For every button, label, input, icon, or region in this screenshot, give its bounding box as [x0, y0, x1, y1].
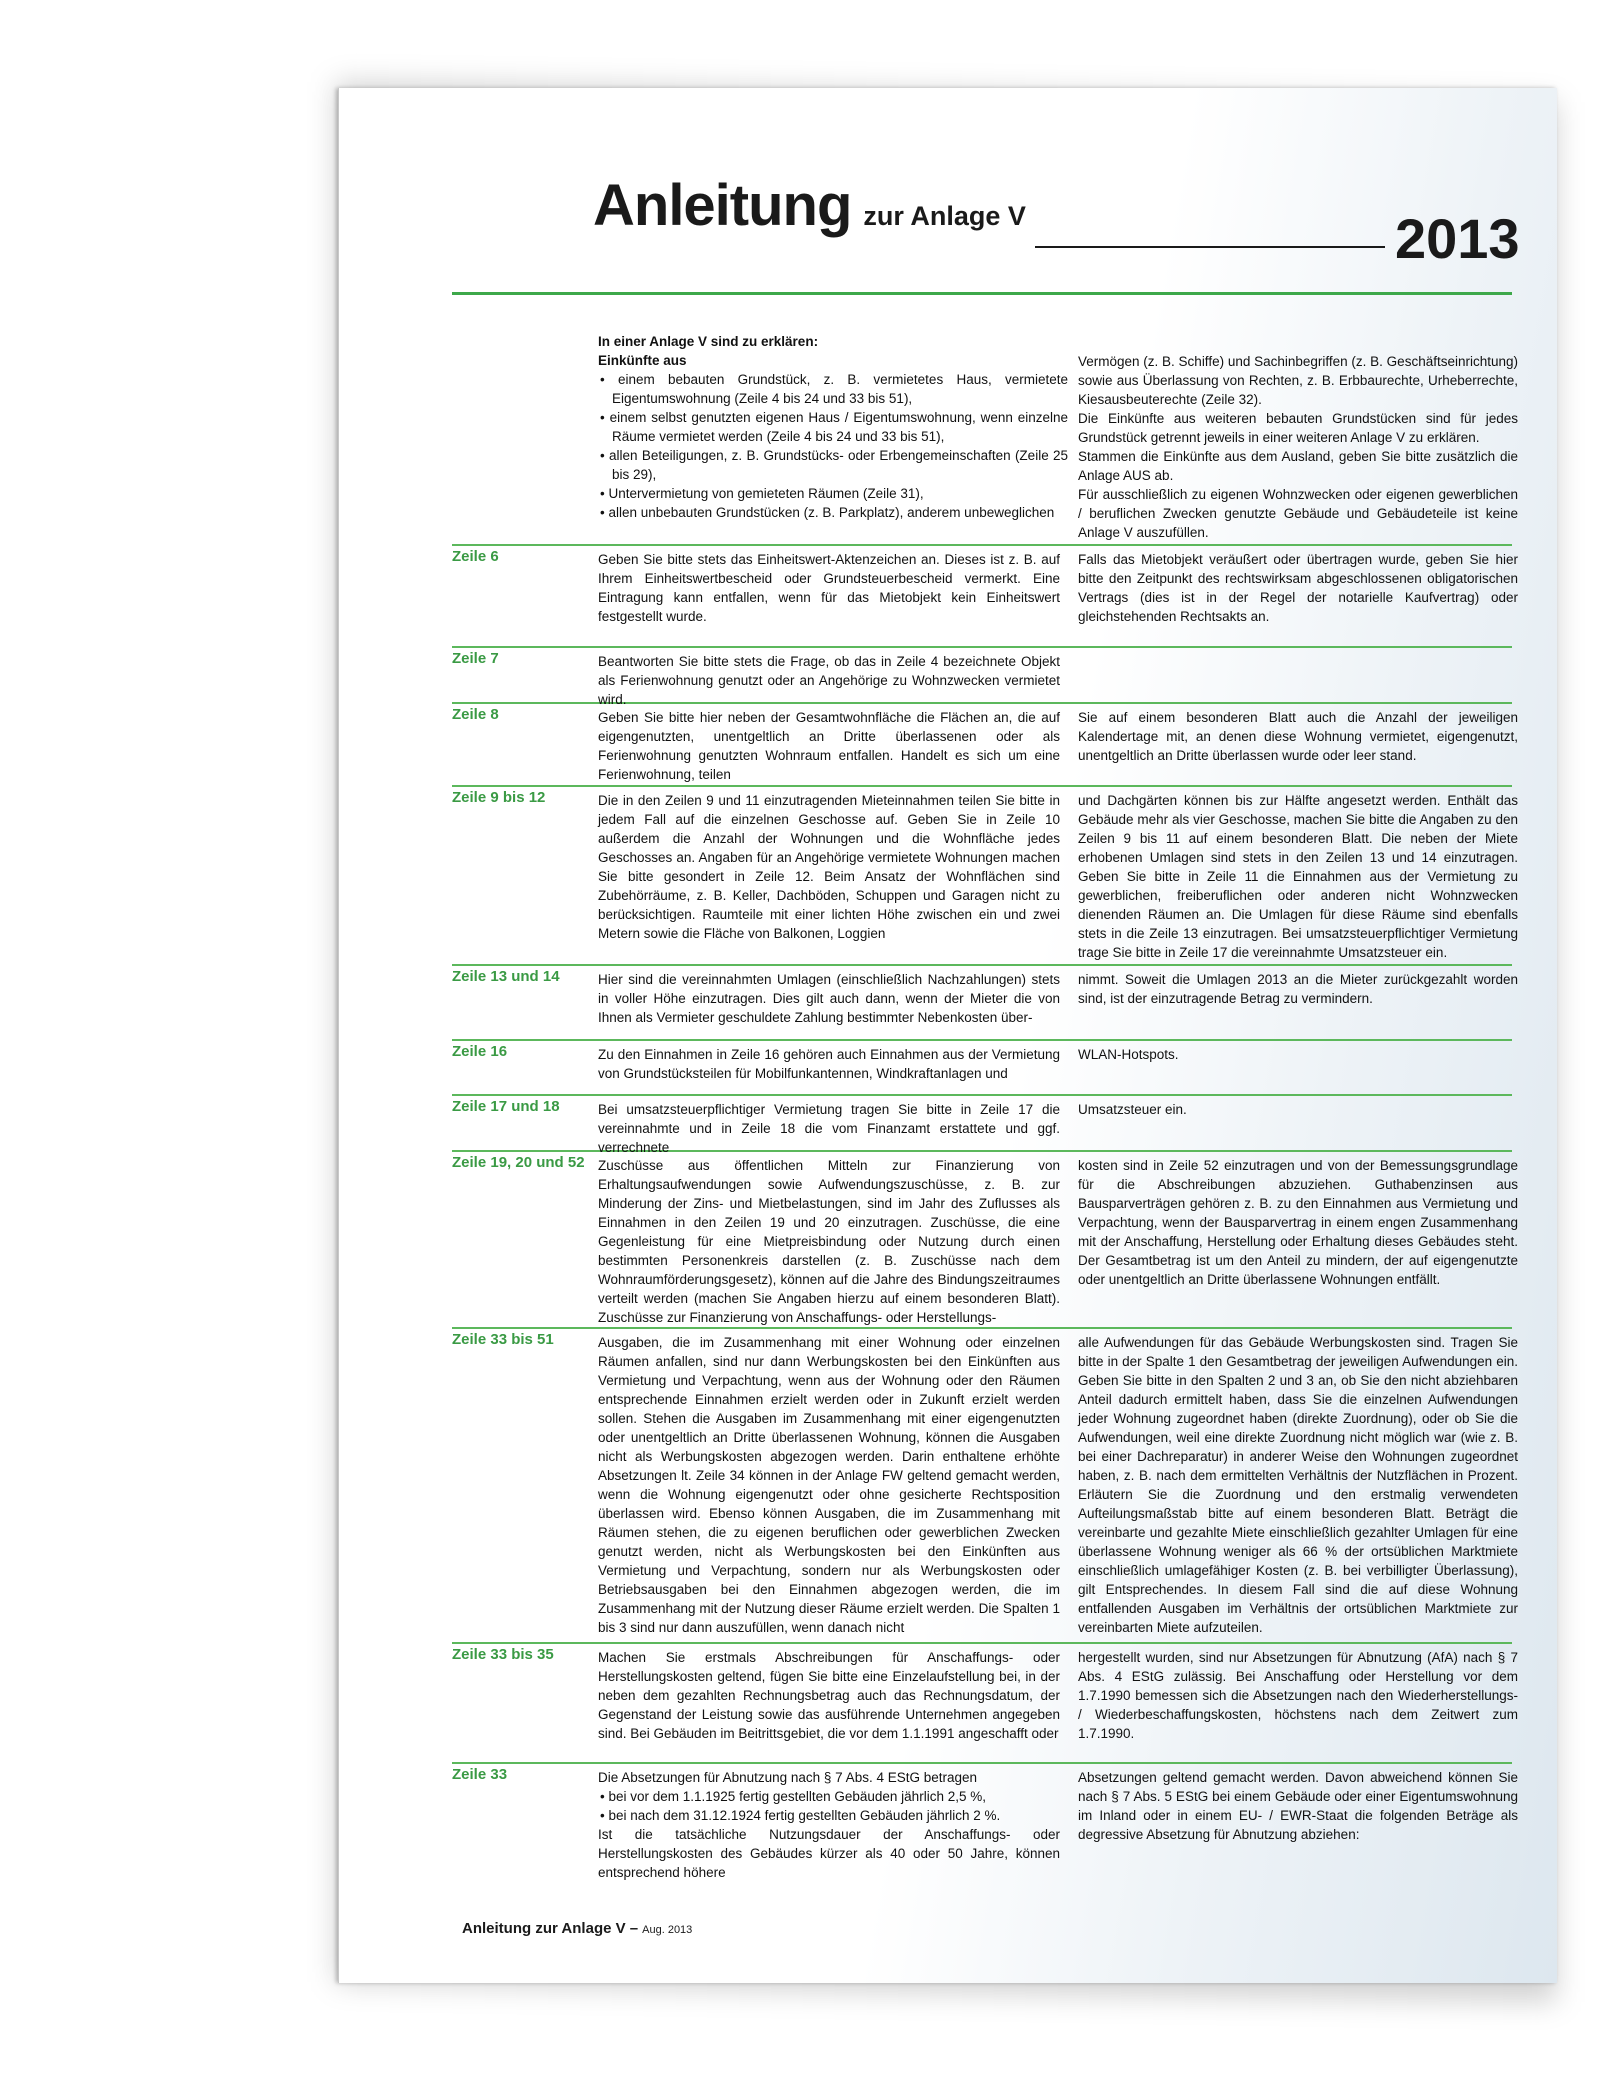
- intro-heading: In einer Anlage V sind zu erklären:: [598, 334, 819, 349]
- section-text-right: kosten sind in Zeile 52 einzutragen und von der Bemessungsgrundlage für die Abschreibungen abzuziehen. Guthabenzinsen aus Bausparverträgen gehören z. B. zu den Einnahmen aus Vermietung und Verpachtung, wenn der Bausparvertrag in einem engen Zusammenhang mit der Anschaffung, Herstellung oder Erhaltung dieses Gebäudes steht. Der Gesamtbetrag ist um den Anteil zu mindern, der auf eigengenutzte oder unentgeltlich an Dritte überlassene Wohnungen entfällt.: [1078, 1158, 1518, 1287]
- intro-paragraph: Stammen die Einkünfte aus dem Ausland, geben Sie bitte zusätzlich die Anlage AUS ab.: [1078, 449, 1518, 483]
- section-label: Zeile 16: [452, 1043, 508, 1060]
- section-label: Zeile 9 bis 12: [452, 789, 546, 806]
- intro-paragraph: Für ausschließlich zu eigenen Wohnzwecken oder eigenen gewerblichen / beruflichen Zwecken genutzte Gebäude und Gebäudeteile ist keine Anlage V auszufüllen.: [1078, 487, 1518, 540]
- section-text-right: Absetzungen geltend gemacht werden. Davon abweichend können Sie nach § 7 Abs. 5 EStG bei einem Gebäude oder einer Eigentumswohnung im Inland oder in einem EU- / EWR-Staat die folgenden Beträge als degressive Absetzung für Abnutzung abziehen:: [1078, 1770, 1518, 1842]
- section-label: Zeile 33: [452, 1766, 508, 1783]
- section-text-left: Zuschüsse aus öffentlichen Mitteln zur Finanzierung von Erhaltungsaufwendungen sowie Aufwendungszuschüsse, z. B. zur Minderung der Zins- und Mietbelastungen, sind im Jahr des Zuflusses als Einnahmen in den Zeilen 19 und 20 einzutragen. Zuschüsse, die eine Gegenleistung für eine Mietpreisbindung oder Nutzung durch einen bestimmten Personenkreis darstellen (z. B. Zuschüsse nach dem Wohnraumförderungsgesetz), können auf die Jahre des Bindungszeitraumes verteilt werden (machen Sie Angaben hierzu auf einem besonderen Blatt). Zuschüsse zur Finanzierung von Anschaffungs- oder Herstellungs-: [598, 1158, 1060, 1325]
- section-text-right: Umsatzsteuer ein.: [1078, 1102, 1187, 1117]
- section-rule: [452, 544, 1512, 546]
- section-text-left: Bei umsatzsteuerpflichtiger Vermietung tragen Sie bitte in Zeile 17 die vereinnahmte und in Zeile 18 die vom Finanzamt erstattete und ggf. verrechnete: [598, 1102, 1060, 1155]
- document-title: [593, 172, 1026, 239]
- intro-item: • einem selbst genutzten eigenen Haus / Eigentumswohnung, wenn einzelne Räume vermietet werden (Zeile 4 bis 24 und 33 bis 51),: [600, 410, 1068, 444]
- section-rule: [452, 1327, 1512, 1329]
- title-main: Anleitung: [593, 173, 852, 238]
- section-label: Zeile 7: [452, 650, 499, 667]
- intro-right: [1078, 352, 1518, 542]
- section-rule: [452, 964, 1512, 966]
- section-label: Zeile 13 und 14: [452, 968, 560, 985]
- section-text-left: Beantworten Sie bitte stets die Frage, ob das in Zeile 4 bezeichnete Objekt als Ferienwohnung genutzt oder an Angehörige zu Wohnzwecken vermietet wird.: [598, 654, 1060, 707]
- section-label: Zeile 6: [452, 548, 499, 565]
- section-text-right: hergestellt wurden, sind nur Absetzungen für Abnutzung (AfA) nach § 7 Abs. 4 EStG zulässig. Bei Anschaffung oder Herstellung vor dem 1.7.1990 bemessen sich die Absetzungen nach den Wiederherstellungs- / Wiederbeschaffungskosten, höchstens nach dem Zeitwert zum 1.7.1990.: [1078, 1650, 1518, 1741]
- section-text-right: WLAN-Hotspots.: [1078, 1047, 1179, 1062]
- page-footer: Anleitung zur Anlage V – Aug. 2013: [462, 1920, 693, 1937]
- intro-item: • allen Beteiligungen, z. B. Grundstücks- oder Erbengemeinschaften (Zeile 25 bis 29),: [600, 448, 1068, 482]
- section-text-left: Ausgaben, die im Zusammenhang mit einer Wohnung oder einzelnen Räumen anfallen, sind nur dann Werbungskosten bei den Einkünften aus Vermietung und Verpachtung, wenn aus der Wohnung oder den Räumen entsprechende Einnahmen erzielt werden oder in Zukunft erzielt werden sollen. Stehen die Ausgaben im Zusammenhang mit einer eigengenutzten oder unentgeltlich an Dritte überlassenen Wohnung, können die Ausgaben nicht als Werbungskosten abgezogen werden. Darin enthaltene erhöhte Absetzungen lt. Zeile 34 können in der Anlage FW geltend gemacht werden, wenn die Wohnung eigengenutzt oder ohne gesicherte Rechtsposition überlassen wird. Ebenso können Ausgaben, die im Zusammenhang mit Räumen stehen, die zu eigenen beruflichen oder gewerblichen Zwecken genutzt werden, nicht als Werbungskosten bei den Einkünften aus Vermietung und Verpachtung, sondern nur als Werbungskosten oder Betriebsausgaben bei den Einnahmen abgezogen werden, die im Zusammenhang mit der Nutzung dieser Räume erzielt werden. Die Spalten 1 bis 3 sind nur dann auszufüllen, wenn danach nicht: [598, 1335, 1060, 1635]
- section-rule: [452, 646, 1512, 648]
- section-text-left: Geben Sie bitte stets das Einheitswert-Aktenzeichen an. Dieses ist z. B. auf Ihrem Einheitswertbescheid oder Grundsteuerbescheid vermerkt. Eine Eintragung kann entfallen, wenn für das Mietobjekt kein Einheitswert festgestellt wurde.: [598, 552, 1060, 624]
- section-label: Zeile 8: [452, 706, 499, 723]
- section-text-right: nimmt. Soweit die Umlagen 2013 an die Mieter zurückgezahlt worden sind, ist der einzutragende Betrag zu vermindern.: [1078, 972, 1518, 1006]
- section-text-left: Machen Sie erstmals Abschreibungen für Anschaffungs- oder Herstellungskosten geltend, fügen Sie bitte eine Einzelaufstellung bei, in der neben dem gezahlten Rechnungsbetrag auch das Rechnungsdatum, der Gegenstand der Leistung sowie das ausführende Unternehmen angegeben sind. Bei Gebäuden im Beitrittsgebiet, die vor dem 1.1.1991 angeschafft oder: [598, 1650, 1060, 1741]
- intro-item: • allen unbebauten Grundstücken (z. B. Parkplatz), anderem unbeweglichen: [600, 505, 1055, 520]
- list-item: • bei nach dem 31.12.1924 fertig gestellten Gebäuden jährlich 2 %.: [600, 1808, 1001, 1823]
- section-text-right: Falls das Mietobjekt veräußert oder übertragen wurde, geben Sie hier bitte den Zeitpunkt des rechtswirksam abgeschlossenen obligatorischen Vertrags (dies ist in der Regel der notarielle Kaufvertrag) oder gleichstehenden Rechtsakts an.: [1078, 552, 1518, 624]
- intro-paragraph: Die Einkünfte aus weiteren bebauten Grundstücken sind für jedes Grundstück getrennt jeweils in einer weiteren Anlage V zu erklären.: [1078, 411, 1518, 445]
- title-sub: zur Anlage V: [863, 201, 1026, 231]
- section-rule: [452, 1094, 1512, 1096]
- section-rule: [452, 1039, 1512, 1041]
- title-underline: [1035, 246, 1385, 248]
- section-text-left: Zu den Einnahmen in Zeile 16 gehören auch Einnahmen aus der Vermietung von Grundstücksteilen für Mobilfunkantennen, Windkraftanlagen und: [598, 1047, 1060, 1081]
- header-rule: [452, 292, 1512, 295]
- title-year: 2013: [1395, 207, 1520, 270]
- section-label: Zeile 19, 20 und 52: [452, 1154, 585, 1171]
- section-rule: [452, 1642, 1512, 1644]
- intro-left: [598, 332, 1068, 522]
- section-text-left: Hier sind die vereinnahmten Umlagen (einschließlich Nachzahlungen) stets in voller Höhe einzutragen. Dies gilt auch dann, wenn der Mieter die von Ihnen als Vermieter geschuldete Zahlung bestimmter Nebenkosten über-: [598, 972, 1060, 1025]
- intro-item: • Untervermietung von gemieteten Räumen (Zeile 31),: [600, 486, 924, 501]
- intro-item: • einem bebauten Grundstück, z. B. vermietetes Haus, vermietete Eigentumswohnung (Zeile 4 bis 24 und 33 bis 51),: [600, 372, 1068, 406]
- section-rule: [452, 1762, 1512, 1764]
- section-rule: [452, 785, 1512, 787]
- section-text-left: Die in den Zeilen 9 und 11 einzutragenden Mieteinnahmen teilen Sie bitte in jedem Fall auf die einzelnen Geschosse auf. Geben Sie in Zeile 10 außerdem die Anzahl der Wohnungen und die Wohnfläche jedes Geschosses an. Angaben für an Angehörige vermietete Wohnungen machen Sie bitte gesondert in Zeile 12. Beim Ansatz der Wohnflächen sind Zubehörräume, z. B. Keller, Dachböden, Schuppen und Garagen nicht zu berücksichtigen. Raumteile mit einer lichten Höhe zwischen ein und zwei Metern sowie die Fläche von Balkonen, Loggien: [598, 793, 1060, 941]
- section-text-left: Die Absetzungen für Abnutzung nach § 7 Abs. 4 EStG betragen • bei vor dem 1.1.1925 fertig gestellten Gebäuden jährlich 2,5 %, • bei nach dem 31.12.1924 fertig gestellten Gebäuden jährlich 2 %. Ist die tatsächliche Nutzungsdauer der Anschaffungs- oder Herstellungskosten des Gebäudes kürzer als 40 oder 50 Jahre, können entsprechend höhere: [598, 1770, 1060, 1880]
- section-text-right: alle Aufwendungen für das Gebäude Werbungskosten sind. Tragen Sie bitte in der Spalte 1 den Gesamtbetrag der jeweiligen Aufwendungen ein. Geben Sie bitte in den Spalten 2 und 3 an, ob Sie den nicht abziehbaren Anteil dadurch ermittelt haben, dass Sie die einzelnen Aufwendungen jeder Wohnung zugeordnet haben (direkte Zuordnung), oder ob Sie die Aufwendungen, weil eine direkte Zuordnung nicht möglich war (wie z. B. bei einer Dachreparatur) in anderer Weise den Wohnungen zugeordnet haben, z. B. nach dem ermittelten Verhältnis der Nutzflächen in Prozent. Erläutern Sie die Zuordnung und den erstmalig verwendeten Aufteilungsmaßstab bitte auf einem besonderen Blatt. Beträgt die vereinbarte und gezahlte Miete einschließlich gezahlter Umlagen für eine überlassene Wohnung weniger als 66 % der ortsüblichen Marktmiete einschließlich umlagefähiger Kosten (z. B. bei verbilligter Überlassung), gilt Entsprechendes. In diesem Fall sind die auf diese Wohnung entfallenden Ausgaben im Verhältnis der ortsüblichen Marktmiete zur vereinbarten Miete aufzuteilen.: [1078, 1335, 1518, 1635]
- section-label: Zeile 17 und 18: [452, 1098, 560, 1115]
- section-text-left: Geben Sie bitte hier neben der Gesamtwohnfläche die Flächen an, die auf eigengenutzten, unentgeltlich an Dritte überlassenen oder als Ferienwohnung genutzten Wohnraum entfallen. Handelt es sich um eine Ferienwohnung, teilen: [598, 710, 1060, 782]
- intro-subheading: Einkünfte aus: [598, 353, 687, 368]
- intro-paragraph: Vermögen (z. B. Schiffe) und Sachinbegriffen (z. B. Geschäftseinrichtung) sowie aus Überlassung von Rechten, z. B. Erbbaurechte, Urheberrechte, Kiesausbeuterechte (Zeile 32).: [1078, 354, 1518, 407]
- section-text-right: und Dachgärten können bis zur Hälfte angesetzt werden. Enthält das Gebäude mehr als vier Geschosse, machen Sie bitte die Angaben zu den Zeilen 9 bis 11 auf einem besonderen Blatt. Die neben der Miete erhobenen Umlagen sind stets in den Zeilen 13 und 14 einzutragen. Geben Sie bitte in Zeile 11 die Einnahmen aus der Vermietung zu gewerblichen, freiberuflichen oder anderen nicht Wohnzwecken dienenden Räumen an. Die Umlagen für diese Räume sind ebenfalls stets in die Zeile 13 einzutragen. Bei umsatzsteuerpflichtiger Vermietung trage Sie bitte in Zeile 17 die vereinnahmte Umsatzsteuer ein.: [1078, 793, 1518, 960]
- section-text-right: Sie auf einem besonderen Blatt auch die Anzahl der jeweiligen Kalendertage mit, an denen diese Wohnung vermietet, eigengenutzt, unentgeltlich an Dritte überlassen wurde oder leer stand.: [1078, 710, 1518, 763]
- section-label: Zeile 33 bis 51: [452, 1331, 554, 1348]
- list-item: • bei vor dem 1.1.1925 fertig gestellten Gebäuden jährlich 2,5 %,: [600, 1789, 986, 1804]
- section-label: Zeile 33 bis 35: [452, 1646, 554, 1663]
